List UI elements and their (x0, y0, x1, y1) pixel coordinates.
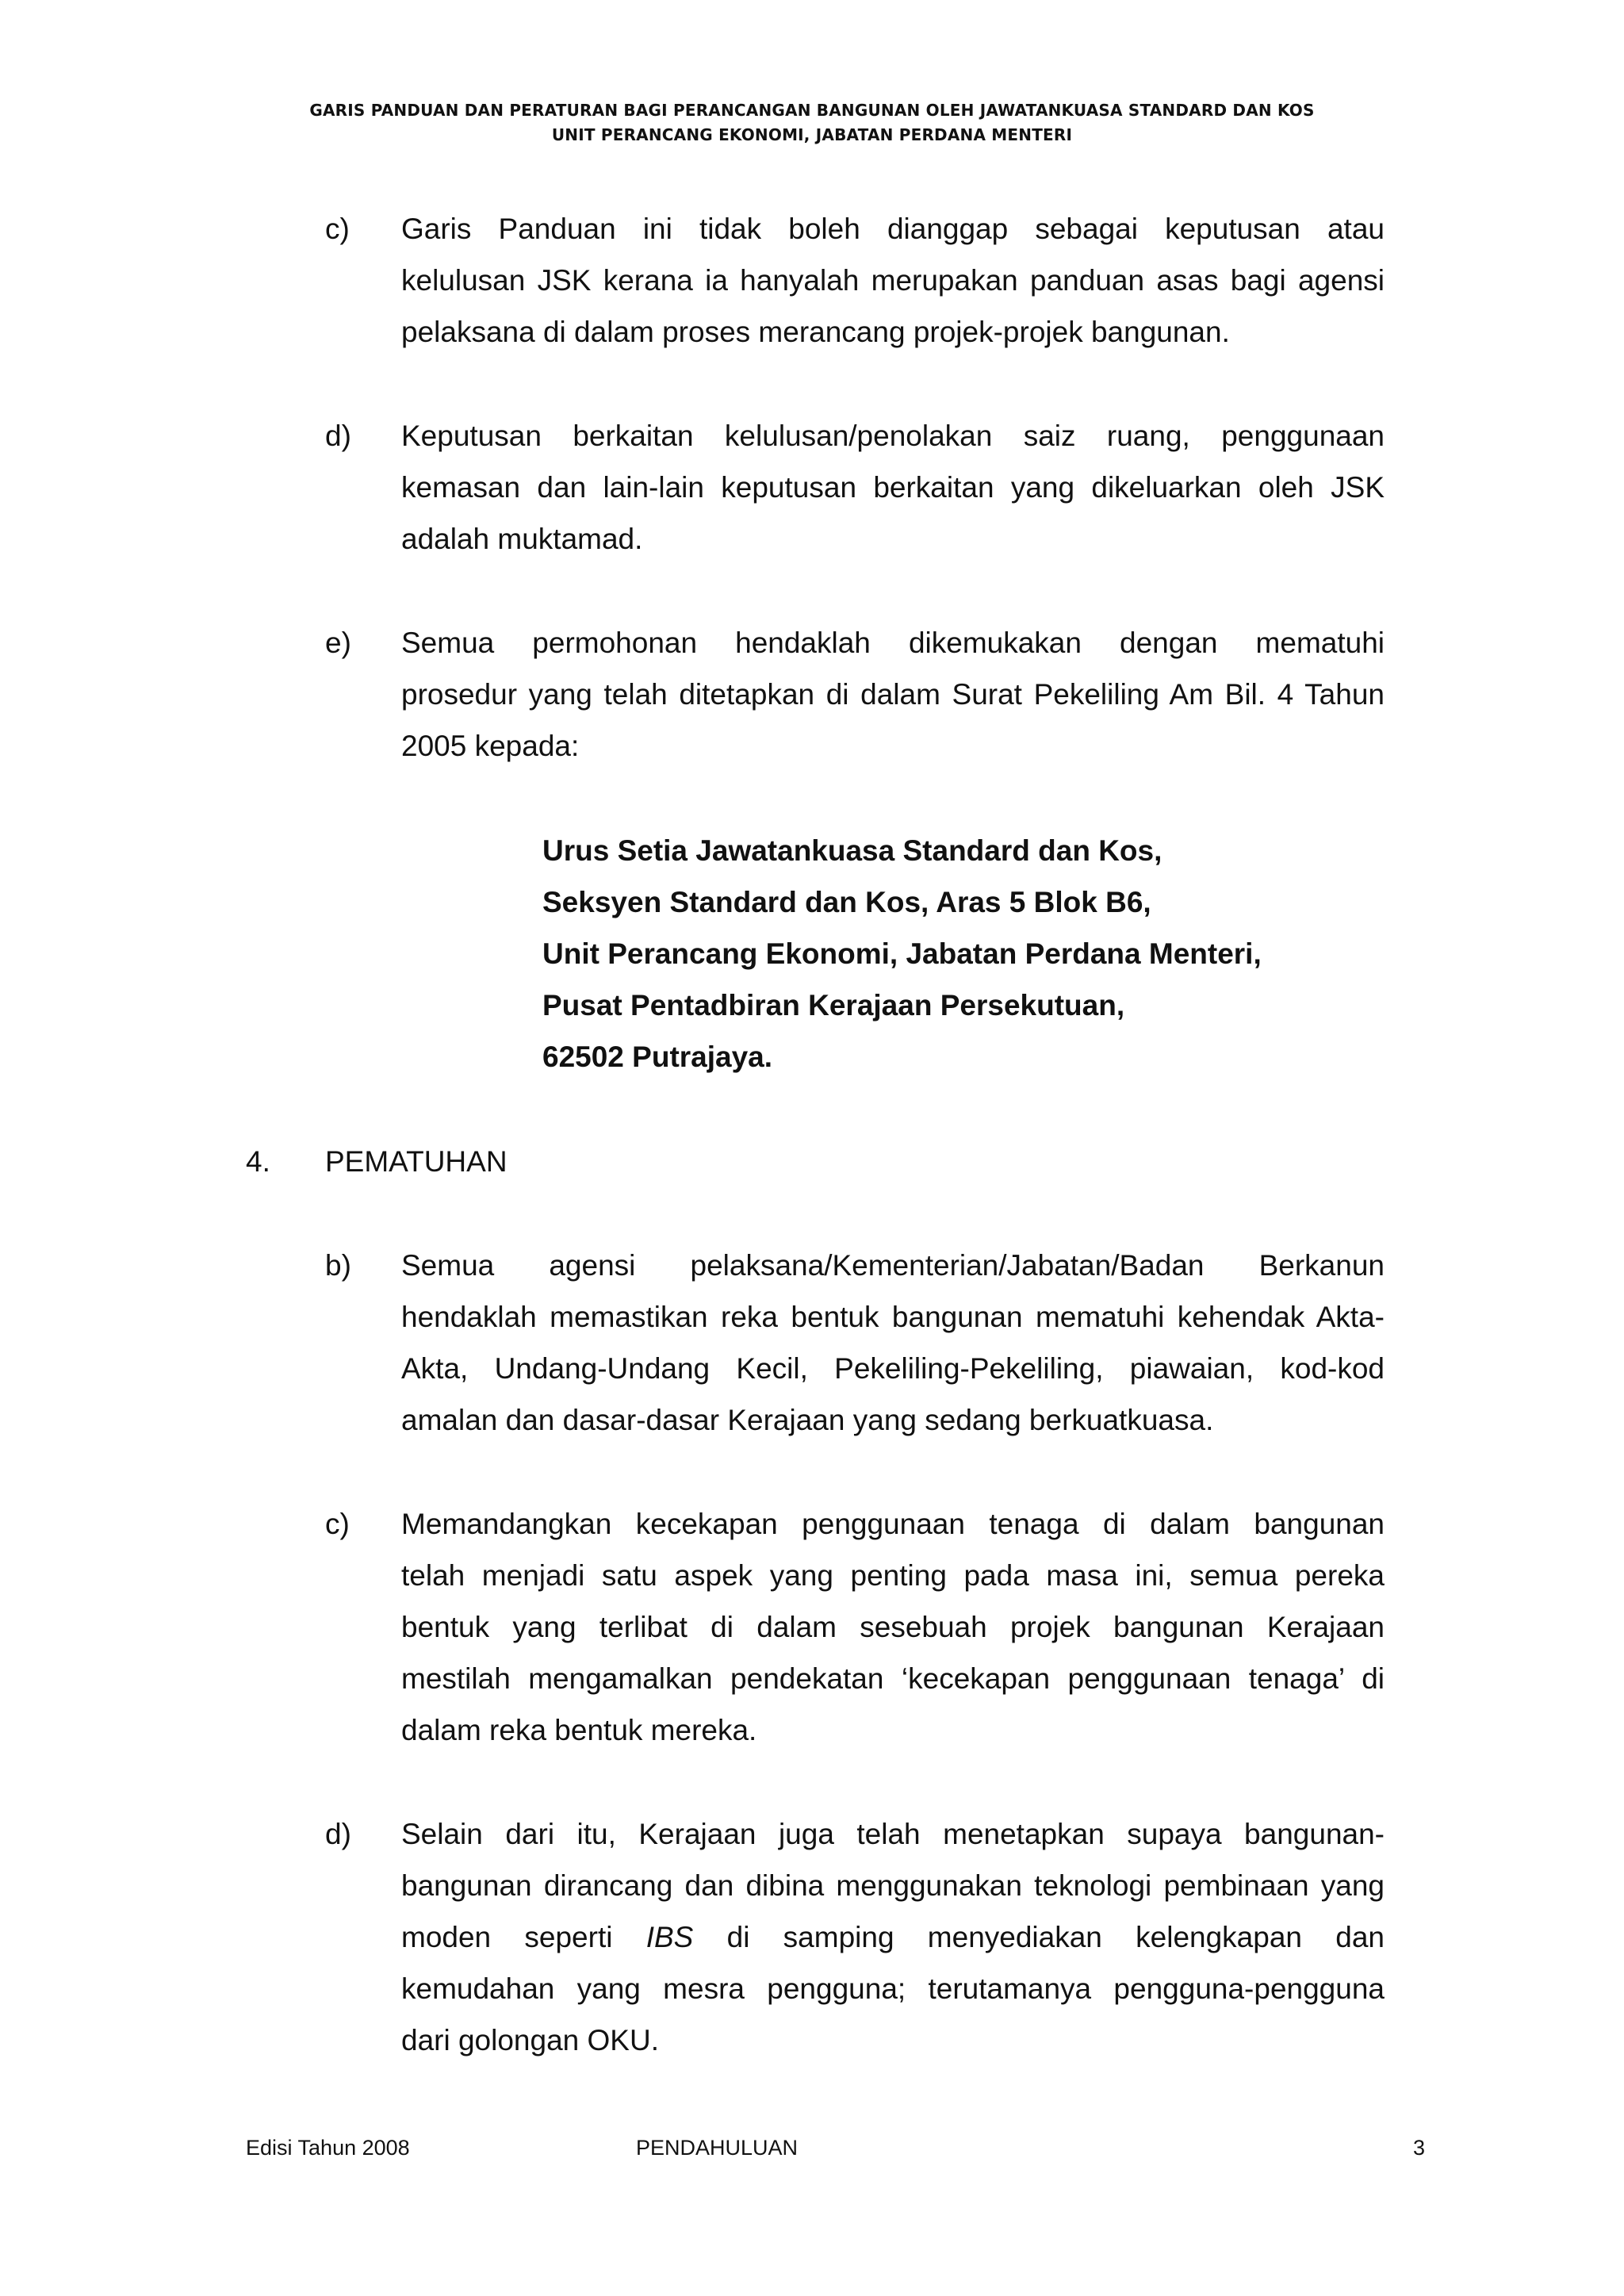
text-line: bangunan dirancang dan dibina menggunakan teknologi pembinaan yang (401, 1869, 1385, 1902)
text-line: Semua agensi pelaksana/Kementerian/Jabatan/Badan Berkanun (401, 1249, 1385, 1282)
text-line: mestilah mengamalkan pendekatan ‘kecekapan penggunaan tenaga’ di (401, 1662, 1385, 1695)
text-line: 2005 kepada: (401, 730, 580, 762)
text-line: prosedur yang telah ditetapkan di dalam Surat Pekeliling Am Bil. 4 Tahun (401, 678, 1385, 711)
text-line: hendaklah memastikan reka bentuk bangunan mematuhi kehendak Akta- (401, 1301, 1385, 1333)
item-text (401, 1498, 1385, 1756)
text-line: pelaksana di dalam proses merancang projek-projek bangunan. (401, 316, 1230, 348)
text-fragment: moden seperti (401, 1921, 646, 1953)
address-line: Pusat Pentadbiran Kerajaan Persekutuan, (542, 989, 1125, 1022)
text-line: kemudahan yang mesra pengguna; terutamanya pengguna-pengguna (401, 1972, 1385, 2005)
item-text (401, 1808, 1385, 2066)
address-line: Urus Setia Jawatankuasa Standard dan Kos, (542, 834, 1162, 867)
text-line: Keputusan berkaitan kelulusan/penolakan saiz ruang, penggunaan (401, 420, 1385, 452)
header-line-2: UNIT PERANCANG EKONOMI, JABATAN PERDANA MENTERI (551, 125, 1073, 144)
text-fragment: di samping menyediakan kelengkapan dan (693, 1921, 1385, 1953)
item-label: c) (325, 213, 350, 245)
section-title: PEMATUHAN (325, 1145, 508, 1178)
address-line: Seksyen Standard dan Kos, Aras 5 Blok B6, (542, 886, 1151, 918)
text-line: amalan dan dasar-dasar Kerajaan yang sedang berkuatkuasa. (401, 1404, 1214, 1436)
item-text (401, 410, 1385, 565)
item-label: e) (325, 627, 351, 659)
item-text (401, 617, 1385, 772)
footer-edition: Edisi Tahun 2008 (246, 2136, 410, 2160)
item-label: c) (325, 1508, 350, 1540)
header-line-1: GARIS PANDUAN DAN PERATURAN BAGI PERANCANGAN BANGUNAN OLEH JAWATANKUASA STANDARD DAN KOS (309, 101, 1315, 120)
address-line: Unit Perancang Ekonomi, Jabatan Perdana Menteri, (542, 937, 1262, 970)
item-label: d) (325, 1818, 351, 1850)
text-line: Selain dari itu, Kerajaan juga telah menetapkan supaya bangunan- (401, 1818, 1385, 1850)
text-line: Garis Panduan ini tidak boleh dianggap sebagai keputusan atau (401, 213, 1385, 245)
text-line: kelulusan JSK kerana ia hanyalah merupakan panduan asas bagi agensi (401, 264, 1385, 297)
ibs-term: IBS (645, 1921, 694, 1953)
text-line: adalah muktamad. (401, 523, 643, 555)
text-line: dari golongan OKU. (401, 2024, 659, 2056)
text-line: Memandangkan kecekapan penggunaan tenaga di dalam bangunan (401, 1508, 1385, 1540)
text-line: dalam reka bentuk mereka. (401, 1714, 757, 1746)
text-line: kemasan dan lain-lain keputusan berkaitan yang dikeluarkan oleh JSK (401, 471, 1385, 504)
text-line: telah menjadi satu aspek yang penting pada masa ini, semua pereka (401, 1559, 1385, 1592)
item-label: b) (325, 1249, 351, 1282)
text-line: bentuk yang terlibat di dalam sesebuah projek bangunan Kerajaan (401, 1611, 1385, 1643)
item-label: d) (325, 420, 351, 452)
text-line: Akta, Undang-Undang Kecil, Pekeliling-Pekeliling, piawaian, kod-kod (401, 1352, 1385, 1385)
section-number: 4. (246, 1145, 270, 1178)
item-text (401, 203, 1385, 358)
text-line (401, 1911, 1385, 1963)
address-block (542, 825, 1262, 1083)
item-text (401, 1240, 1385, 1446)
address-line: 62502 Putrajaya. (542, 1041, 773, 1073)
text-line: Semua permohonan hendaklah dikemukakan dengan mematuhi (401, 627, 1385, 659)
running-header (0, 98, 1624, 148)
footer-chapter: PENDAHULUAN (636, 2136, 799, 2160)
page-number: 3 (1413, 2136, 1426, 2160)
